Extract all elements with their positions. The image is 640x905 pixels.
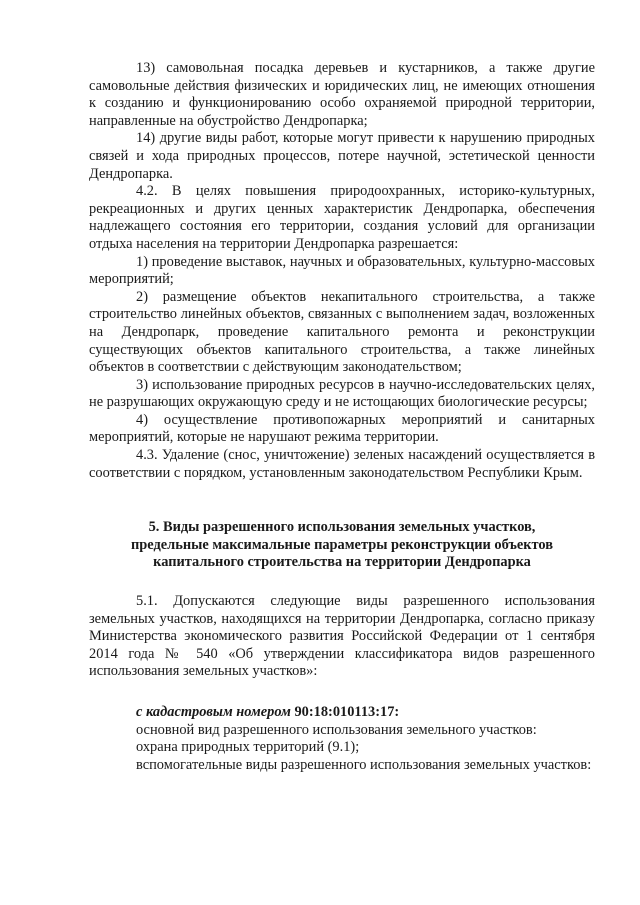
cadastral-line <box>89 704 595 722</box>
paragraph-4-3: 4.3. Удаление (снос, уничтожение) зеленых насаждений осуществляется в соответствии с порядком, установленным законодательством Республики Крым. <box>89 447 595 481</box>
cadastral-label: с кадастровым номером <box>136 704 291 720</box>
section-heading-line-2: предельные максимальные параметры реконструкции объектов <box>130 536 553 553</box>
paragraph-5-1: 5.1. Допускаются следующие виды разрешенного использования земельных участков, находящихся на территории Дендропарка, согласно приказу Министерства экономического развития Российской Федерации от 1 сентября 2014 года № 540 «Об утверждении классификатора видов разрешенного использования земельных участков»: <box>89 593 595 680</box>
spacer <box>89 572 595 593</box>
cadastral-number: 90:18:010113:17: <box>294 704 400 720</box>
paragraph-4-2: 4.2. В целях повышения природоохранных, историко-культурных, рекреационных и других ценных характеристик Дендропарка, обеспечения надлежащего состояния его территории, создания условий для организации отдыха населения на территории Дендропарка разрешается: <box>89 183 595 252</box>
paragraph-item-14: 14) другие виды работ, которые могут привести к нарушению природных связей и хода природных процессов, потере научной, эстетической ценности Дендропарка. <box>89 130 595 182</box>
paragraph-permitted-4: 4) осуществление противопожарных мероприятий и санитарных мероприятий, которые не нарушают режима территории. <box>89 411 595 446</box>
section-heading <box>89 519 595 572</box>
paragraph-permitted-1: 1) проведение выставок, научных и образовательных, культурно-массовых мероприятий; <box>89 253 595 288</box>
main-use-value: охрана природных территорий (9.1); <box>136 739 360 756</box>
spacer <box>89 681 595 704</box>
section-heading-line-1: 5. Виды разрешенного использования земельных участков, <box>148 519 536 536</box>
aux-use-label: вспомогательные виды разрешенного использования земельных участков: <box>136 756 592 773</box>
document-body <box>89 60 595 774</box>
main-use-label: основной вид разрешенного использования земельного участков: <box>136 721 537 738</box>
paragraph-permitted-3: 3) использование природных ресурсов в научно-исследовательских целях, не разрушающих окружающую среду и не истощающих биологические ресурсы; <box>89 376 595 411</box>
paragraph-permitted-2: 2) размещение объектов некапитального строительства, а также строительство линейных объектов, связанных с выполнением задач, возложенных на Дендропарк, проведение капитального ремонта и реконструкции существующих объектов капитального строительства, а также линейных объектов в соответствии с действующим законодательством; <box>89 288 595 376</box>
section-heading-line-3: капитального строительства на территории Дендропарка <box>153 554 531 571</box>
paragraph-item-13: 13) самовольная посадка деревьев и кустарников, а также другие самовольные действия физических и юридических лиц, не имеющих отношения к созданию и функционированию особо охраняемой природной территории, направленные на обустройство Дендропарка; <box>89 60 595 129</box>
